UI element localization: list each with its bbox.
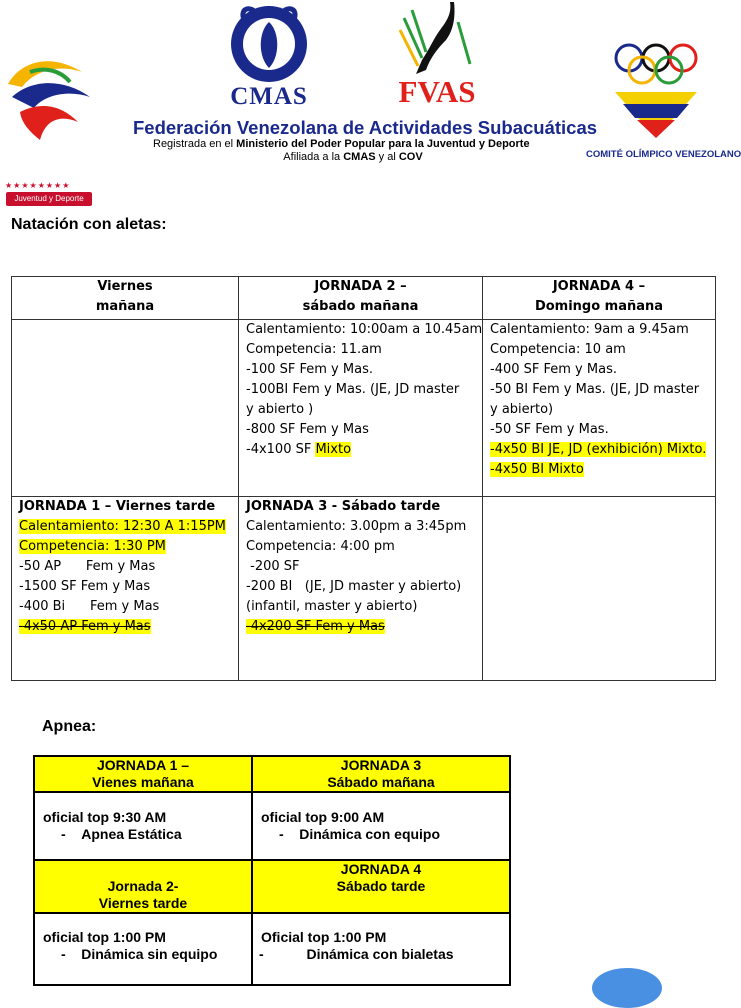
cell-empty xyxy=(483,497,716,681)
schedule-line xyxy=(490,460,708,480)
schedule-line: -200 BI (JE, JD master y abierto) xyxy=(246,579,462,594)
apnea-row-1 xyxy=(34,756,510,792)
apnea-title: Apnea: xyxy=(42,718,97,735)
schedule-line: -1500 SF Fem y Mas xyxy=(19,579,151,594)
schedule-line xyxy=(246,617,475,637)
cmas-wordmark: CMAS xyxy=(230,83,308,110)
natacion-row-1 xyxy=(12,320,716,497)
bullet-dash: - xyxy=(61,946,66,962)
header-line: JORNADA 4 – xyxy=(552,279,646,294)
highlight-text: -4x50 BI JE, JD (exhibición) Mixto. xyxy=(490,442,707,457)
apnea-row-3 xyxy=(34,860,510,913)
schedule-line: Competencia: 10 am xyxy=(490,342,626,357)
apnea-jornada-2-header xyxy=(34,860,252,913)
header-line: sábado mañana xyxy=(302,299,419,314)
schedule-line: -800 SF Fem y Mas xyxy=(246,422,369,437)
header-line: Domingo mañana xyxy=(534,299,664,314)
schedule-line: (infantil, master y abierto) xyxy=(246,599,418,614)
schedule-line xyxy=(19,537,231,557)
jd-flame-icon xyxy=(0,42,100,142)
official-time: oficial top 1:00 PM xyxy=(43,929,166,945)
schedule-line: -50 BI Fem y Mas. (JE, JD master xyxy=(490,382,700,397)
fvas-wordmark: FVAS xyxy=(398,74,476,109)
apnea-schedule-table xyxy=(33,755,511,986)
apnea-event xyxy=(35,826,251,843)
schedule-line xyxy=(490,440,708,460)
cancelled-event: -4x50 AP Fem y Mas xyxy=(19,619,151,634)
olympic-rings-icon xyxy=(605,38,708,146)
official-time: oficial top 9:30 AM xyxy=(43,809,167,825)
header-line: JORNADA 1 – xyxy=(96,757,190,773)
official-time: oficial top 9:00 AM xyxy=(261,809,385,825)
schedule-line: Competencia: 11.am xyxy=(246,342,382,357)
jornada-1-header: JORNADA 1 – Viernes tarde xyxy=(19,499,216,514)
header-line: Viernes tarde xyxy=(98,895,188,911)
apnea-jornada-1-header xyxy=(34,756,252,792)
schedule-line: Calentamiento: 3.00pm a 3:45pm xyxy=(246,519,467,534)
apnea-jornada-3-cell xyxy=(252,792,510,860)
schedule-line: -400 Bi Fem y Mas xyxy=(19,599,160,614)
schedule-line: y abierto) xyxy=(490,402,554,417)
highlight-mixto: Mixto xyxy=(315,442,352,457)
highlight-text: -4x50 BI Mixto xyxy=(490,462,584,477)
natacion-row-2 xyxy=(12,497,716,681)
header-jornada-4 xyxy=(483,277,716,320)
juventud-deporte-logo xyxy=(0,42,100,203)
cell-jornada-3 xyxy=(239,497,483,681)
bullet-dash: - xyxy=(61,826,66,842)
schedule-line: y abierto ) xyxy=(246,402,314,417)
affiliation-mid: y al xyxy=(375,151,399,163)
affiliation-line xyxy=(153,151,553,163)
jd-stars: ★★★★★★★★ xyxy=(5,181,71,190)
header-line: Sábado mañana xyxy=(327,774,435,790)
highlight-text: Calentamiento: 12:30 A 1:15PM xyxy=(19,519,226,534)
cancelled-event: -4x200 SF Fem y Mas xyxy=(246,619,385,634)
schedule-line xyxy=(246,440,475,460)
apnea-jornada-4-cell xyxy=(252,913,510,985)
header-line: JORNADA 4 xyxy=(340,861,422,877)
apnea-jornada-4-header xyxy=(252,860,510,913)
natacion-title: Natación con aletas: xyxy=(11,216,167,233)
header-line: Vienes mañana xyxy=(92,774,194,790)
bullet-dash: - xyxy=(259,946,264,962)
corner-decoration xyxy=(592,968,662,1008)
event-name: Apnea Estática xyxy=(81,826,182,842)
apnea-row-4 xyxy=(34,913,510,985)
apnea-jornada-3-header xyxy=(252,756,510,792)
cell-jornada-4 xyxy=(483,320,716,497)
cell-jornada-1 xyxy=(12,497,239,681)
highlight-text: Competencia: 1:30 PM xyxy=(19,539,166,554)
jd-label: Juventud y Deporte xyxy=(6,192,92,206)
apnea-event xyxy=(253,826,509,843)
natacion-header-row xyxy=(12,277,716,320)
affiliation-cov: COV xyxy=(398,151,423,163)
schedule-line: Calentamiento: 9am a 9.45am xyxy=(490,322,689,337)
affiliation-prefix: Afiliada a la xyxy=(283,151,344,163)
event-name: Dinámica con equipo xyxy=(299,826,441,842)
apnea-jornada-1-cell xyxy=(34,792,252,860)
bullet-dash: - xyxy=(279,826,284,842)
cov-label: COMITÉ OLÍMPICO VENEZOLANO xyxy=(586,149,741,160)
cmas-emblem-icon xyxy=(218,2,320,86)
cell-empty xyxy=(12,320,239,497)
schedule-line: -50 SF Fem y Mas. xyxy=(490,422,609,437)
registration-line xyxy=(153,138,530,150)
schedule-line: Competencia: 4:00 pm xyxy=(246,539,395,554)
header-jornada-2 xyxy=(239,277,483,320)
affiliation-cmas: CMAS xyxy=(343,151,376,163)
schedule-line: -50 AP Fem y Mas xyxy=(19,559,156,574)
apnea-row-2 xyxy=(34,792,510,860)
ministry-name: Ministerio del Poder Popular para la Juventud y Deporte xyxy=(236,138,530,150)
header-line: Viernes xyxy=(97,279,153,294)
official-time: Oficial top 1:00 PM xyxy=(261,929,387,945)
schedule-line: -100 SF Fem y Mas. xyxy=(246,362,373,377)
header-line: Jornada 2- xyxy=(107,878,179,894)
event-name: Dinámica sin equipo xyxy=(81,946,218,962)
apnea-event xyxy=(35,946,251,963)
apnea-event xyxy=(253,946,509,963)
cov-logo xyxy=(605,38,708,163)
schedule-line: -200 SF xyxy=(246,559,300,574)
natacion-schedule-table xyxy=(11,276,716,681)
schedule-line: Calentamiento: 10:00am a 10.45am xyxy=(246,322,483,337)
schedule-line: -400 SF Fem y Mas. xyxy=(490,362,617,377)
header-line: JORNADA 3 xyxy=(340,757,422,773)
fvas-diver-icon xyxy=(392,0,482,78)
registration-prefix: Registrada en el xyxy=(153,138,237,150)
schedule-line xyxy=(19,617,231,637)
event-text: -4x100 SF xyxy=(246,442,316,457)
federation-title: Federación Venezolana de Actividades Subacuáticas xyxy=(133,117,598,138)
schedule-line xyxy=(19,517,231,537)
cell-jornada-2 xyxy=(239,320,483,497)
header-line: JORNADA 2 – xyxy=(314,279,407,294)
header-line: mañana xyxy=(95,299,155,314)
schedule-line: -100BI Fem y Mas. (JE, JD master xyxy=(246,382,460,397)
apnea-jornada-2-cell xyxy=(34,913,252,985)
jornada-3-header: JORNADA 3 - Sábado tarde xyxy=(246,499,441,514)
header-viernes-manana xyxy=(12,277,239,320)
header-line: Sábado tarde xyxy=(336,878,426,894)
event-name: Dinámica con bialetas xyxy=(306,946,454,962)
